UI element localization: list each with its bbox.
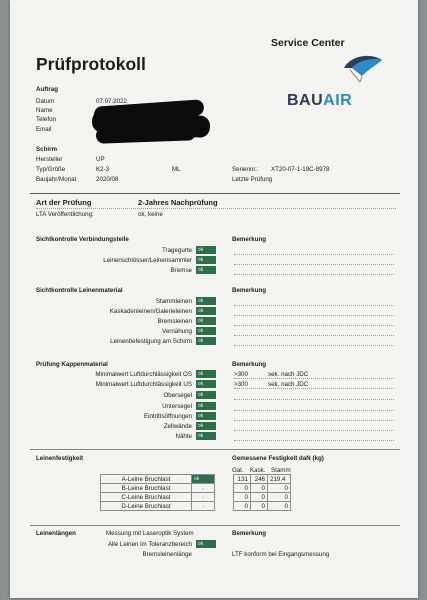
check-label: Stammleinen: [155, 298, 192, 305]
leinenlaengen-method: Messung mit Laseroptik System: [106, 530, 194, 537]
gal-value: 0: [234, 484, 251, 493]
permeability-note: sek. nach JDC: [268, 371, 309, 378]
status-box: -: [192, 484, 215, 493]
col-kask-header: Kask.: [250, 467, 266, 474]
gal-value: 131: [234, 475, 251, 484]
kask-value: 0: [251, 493, 268, 502]
remark-line: [234, 399, 394, 400]
check-label: Bremse: [170, 267, 192, 274]
ok-status-box: ok: [196, 540, 216, 548]
logo-bau: BAU: [287, 92, 324, 109]
leinenlaengen-heading: Leinenlängen: [36, 530, 76, 537]
check-label: Zellwände: [163, 423, 192, 430]
typ-value: K2-3: [96, 166, 110, 173]
ok-status-box: ok: [196, 402, 216, 410]
hersteller-value: UP: [96, 156, 105, 163]
remark-line: [234, 420, 394, 421]
letzte-pruefung-label: Letzte Prüfung: [232, 176, 273, 183]
logo-wordmark: [287, 92, 352, 110]
ok-status-box: ok: [196, 317, 216, 325]
seriennr-label: Seriennr.:: [232, 166, 259, 173]
ok-status-box: ok: [196, 432, 216, 440]
leinenmaterial-bemerkung: Bemerkung: [232, 287, 267, 294]
name-label: Name: [36, 107, 53, 114]
ok-status-box: ok: [196, 412, 216, 420]
remark-line: [234, 335, 394, 336]
verbindungsteile-bemerkung: Bemerkung: [232, 236, 267, 243]
permeability-value: >300: [234, 371, 248, 378]
remark-line: [234, 325, 394, 326]
festigkeit-measure-heading: Gemessene Festigkeit daN (kg): [232, 455, 324, 462]
ok-status-box: ok: [196, 307, 216, 315]
table-row: [101, 484, 291, 493]
ok-status-box: ok: [196, 256, 216, 264]
datum-label: Datum: [36, 98, 55, 105]
redaction-mark: [96, 124, 196, 143]
leinenlaengen-bemerkung: Bemerkung: [232, 530, 267, 537]
table-row: [101, 502, 291, 511]
permeability-note: sek. nach JDC: [268, 381, 309, 388]
bremsleinenlaenge-label: Bremsleinenlänge: [142, 551, 192, 558]
ok-status-box: ok: [196, 327, 216, 335]
kappenmaterial-heading: Prüfung Kappenmaterial: [36, 361, 108, 368]
email-label: Email: [36, 126, 52, 133]
table-row: [101, 493, 291, 502]
leinenmaterial-heading: Sichtkontrolle Leinenmaterial: [36, 287, 123, 294]
ok-status-box: ok: [196, 422, 216, 430]
protocol-sheet: [10, 0, 418, 598]
remark-line: [234, 315, 394, 316]
art-label: Art der Prüfung: [36, 198, 92, 207]
check-label: Leinenschlösser/Leinensammler: [103, 257, 192, 264]
kask-value: 246: [251, 475, 268, 484]
stamm-value: 0: [268, 493, 291, 502]
kask-value: 0: [251, 502, 268, 511]
gal-value: 0: [234, 493, 251, 502]
ok-status-box: ok: [196, 370, 216, 378]
ok-status-box: ok: [196, 380, 216, 388]
page-title: Prüfprotokoll: [36, 54, 146, 74]
check-label: Minimalwert Luftdurchlässigkeit US: [95, 381, 192, 388]
leinenfestigkeit-heading: Leinenfestigkeit: [36, 455, 84, 462]
schirm-heading: Schirm: [36, 146, 57, 153]
kask-value: 0: [251, 484, 268, 493]
divider: [30, 449, 400, 450]
row-label: A-Leine Bruchlast: [101, 475, 192, 484]
col-stamm-header: Stamm: [271, 467, 291, 474]
hersteller-label: Hersteller: [36, 156, 63, 163]
lta-value: ok, keine: [138, 211, 163, 218]
stamm-value: 219,4: [268, 475, 291, 484]
ok-status-box: ok: [192, 475, 215, 484]
datum-value: 07.07.2022: [96, 98, 127, 105]
remark-line: [234, 305, 394, 306]
check-label: Untersegel: [162, 403, 192, 410]
check-label: Tragegurte: [161, 247, 192, 254]
remark-line: [234, 274, 394, 275]
ok-status-box: ok: [196, 297, 216, 305]
stamm-value: 0: [268, 484, 291, 493]
divider: [36, 208, 396, 209]
row-label: D-Leine Bruchlast: [101, 502, 192, 511]
gal-value: 0: [234, 502, 251, 511]
verbindungsteile-heading: Sichtkontrolle Verbindungsteile: [36, 236, 129, 243]
remark-line: [234, 254, 394, 255]
lta-label: LTA Veröffentlichung:: [36, 211, 94, 218]
col-gal-header: Gal.: [232, 467, 244, 474]
ok-status-box: ok: [196, 337, 216, 345]
groesse-value: ML: [172, 166, 181, 173]
remark-line: [234, 388, 394, 389]
ok-status-box: ok: [196, 266, 216, 274]
stamm-value: 0: [268, 502, 291, 511]
remark-line: [234, 440, 394, 441]
art-value: 2-Jahres Nachprüfung: [138, 198, 218, 207]
check-label: Leinenbefestigung am Schirm: [110, 338, 192, 345]
table-row: [101, 475, 291, 484]
baujahr-value: 2020/08: [96, 176, 119, 183]
check-label: Bremsleinen: [157, 318, 192, 325]
remark-line: [234, 264, 394, 265]
check-label: Kaskadenleinen/Galerieleinen: [109, 308, 192, 315]
ok-status-box: ok: [196, 246, 216, 254]
status-box: -: [192, 493, 215, 502]
remark-line: [234, 345, 394, 346]
status-box: -: [192, 502, 215, 511]
bremsleinenlaenge-value: LTF konform bei Eingangsmessung: [232, 551, 330, 558]
divider: [30, 193, 400, 194]
remark-line: [234, 430, 394, 431]
check-label: Obersegel: [163, 392, 192, 399]
permeability-value: >300: [234, 381, 248, 388]
typ-label: Typ/Größe: [36, 166, 66, 173]
row-label: C-Leine Bruchlast: [101, 493, 192, 502]
seriennr-value: XT20-07-1-19C-8978: [271, 166, 330, 173]
festigkeit-table: [100, 474, 291, 511]
telefon-label: Telefon: [36, 116, 56, 123]
remark-line: [234, 378, 394, 379]
toleranz-label: Alle Leinen im Toleranzbereich: [107, 541, 192, 548]
remark-line: [234, 410, 394, 411]
ok-status-box: ok: [196, 391, 216, 399]
kappenmaterial-bemerkung: Bemerkung: [232, 361, 267, 368]
baujahr-label: Baujahr/Monat: [36, 176, 77, 183]
divider: [30, 525, 400, 526]
check-label: Eintrittsöffnungen: [143, 413, 192, 420]
check-label: Nähte: [175, 433, 192, 440]
service-center-label: Service Center: [271, 37, 345, 49]
logo-air: AIR: [323, 92, 353, 109]
check-label: Minimalwert Luftdurchlässigkeit OS: [95, 371, 192, 378]
row-label: B-Leine Bruchlast: [101, 484, 192, 493]
auftrag-heading: Auftrag: [36, 86, 58, 93]
check-label: Vernähung: [162, 328, 192, 335]
